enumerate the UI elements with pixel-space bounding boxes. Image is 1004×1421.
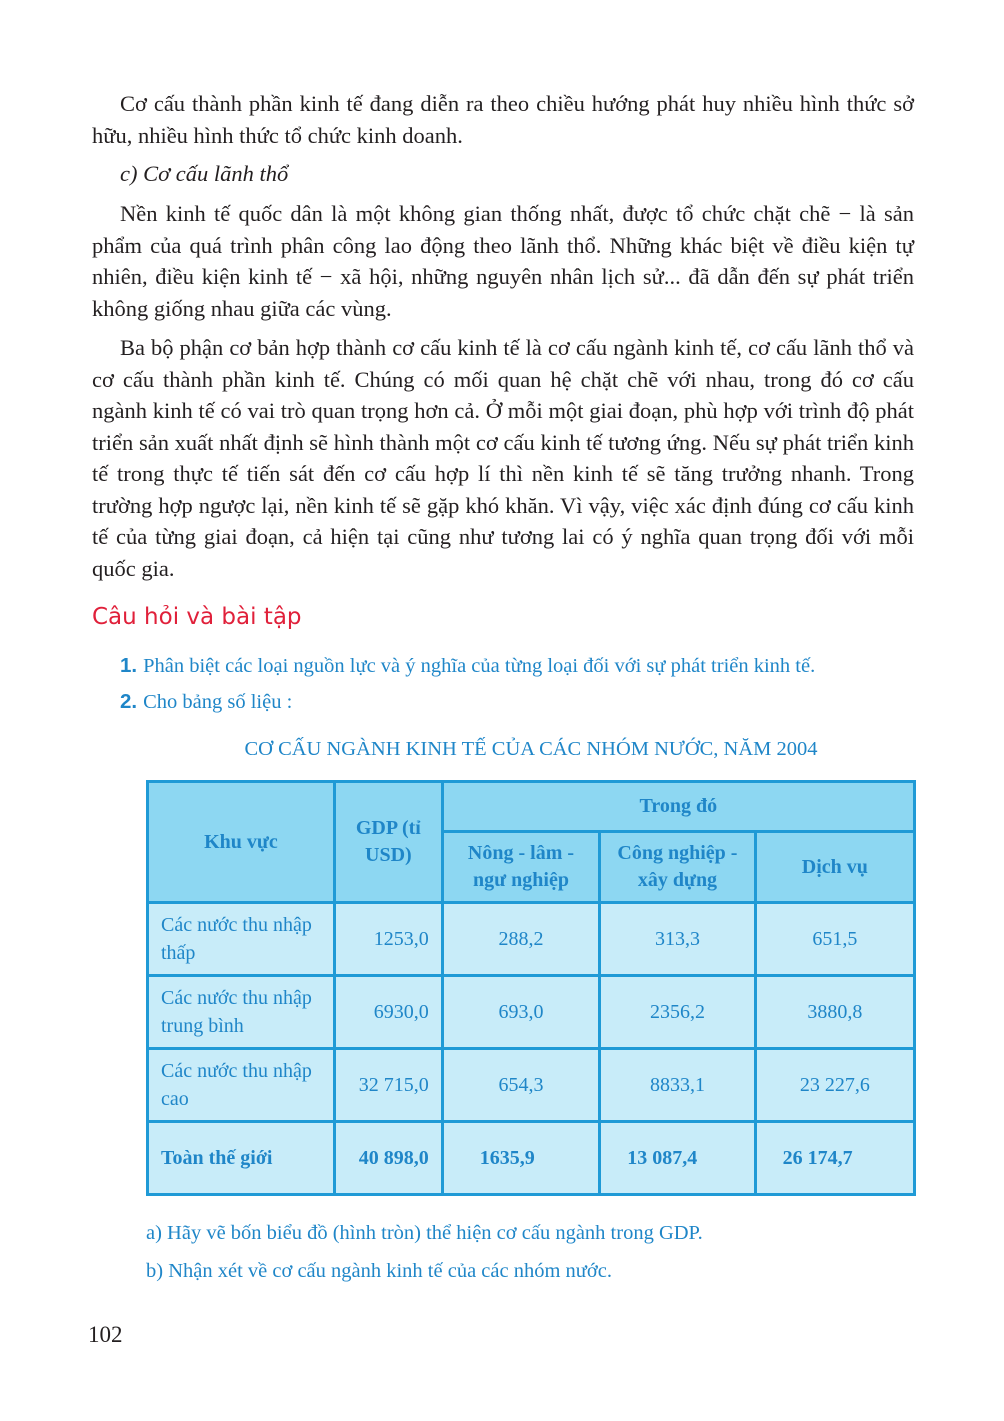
cell-industry-total: 13 087,4	[600, 1122, 755, 1195]
cell-agriculture-total: 1635,9	[442, 1122, 600, 1195]
question-1-number: 1.	[120, 654, 138, 677]
table-row	[148, 903, 915, 976]
cell-agriculture: 654,3	[442, 1049, 600, 1122]
page-number: 102	[88, 1322, 123, 1347]
cell-region: Các nước thu nhập thấp	[148, 903, 335, 976]
paragraph-three-components: Ba bộ phận cơ bản hợp thành cơ cấu kinh tế là cơ cấu ngành kinh tế, cơ cấu lãnh thổ và cơ cấu thành phần kinh tế. Chúng có mối quan hệ chặt chẽ với nhau, trong đó cơ cấu ngành kinh tế có vai trò quan trọng hơn cả. Ở mỗi một giai đoạn, phù hợp với trình độ phát triển sản xuất nhất định sẽ hình thành một cơ cấu kinh tế tương ứng. Nếu sự phát triển kinh tế trong thực tế tiến sát đến cơ cấu hợp lí thì nền kinh tế sẽ tăng trưởng nhanh. Trong trường hợp ngược lại, nền kinh tế sẽ gặp khó khăn. Vì vậy, việc xác định đúng cơ cấu kinh tế của từng giai đoạn, cả hiện tại cũng như tương lai có ý nghĩa quan trọng đối với mỗi quốc gia.	[92, 335, 914, 581]
cell-region: Các nước thu nhập trung bình	[148, 976, 335, 1049]
cell-industry: 313,3	[600, 903, 755, 976]
table-row-total	[148, 1122, 915, 1195]
header-region: Khu vực	[148, 782, 335, 903]
paragraph-economic-sectors: Cơ cấu thành phần kinh tế đang diễn ra theo chiều hướng phát huy nhiều hình thức sở hữu, nhiều hình thức tổ chức kinh doanh.	[92, 91, 914, 148]
cell-agriculture: 693,0	[442, 976, 600, 1049]
task-a: a) Hãy vẽ bốn biểu đồ (hình tròn) thể hiện cơ cấu ngành trong GDP.	[146, 1222, 703, 1244]
cell-gdp-total: 40 898,0	[334, 1122, 442, 1195]
cell-gdp: 1253,0	[334, 903, 442, 976]
header-agriculture: Nông - lâm - ngư nghiệp	[442, 832, 600, 903]
cell-region-total: Toàn thế giới	[148, 1122, 335, 1195]
exercises-heading: Câu hỏi và bài tập	[92, 604, 302, 630]
economic-structure-table	[146, 780, 916, 1196]
section-heading-territorial-structure: c) Cơ cấu lãnh thổ	[120, 161, 289, 186]
cell-industry: 8833,1	[600, 1049, 755, 1122]
paragraph-territorial-structure: Nền kinh tế quốc dân là một không gian thống nhất, được tổ chức chặt chẽ − là sản phẩm của quá trình phân công lao động theo lãnh thổ. Những khác biệt về điều kiện tự nhiên, điều kiện kinh tế − xã hội, những nguyên nhân lịch sử... đã dẫn đến sự phát triển không giống nhau giữa các vùng.	[92, 201, 914, 321]
cell-industry: 2356,2	[600, 976, 755, 1049]
table-row	[148, 976, 915, 1049]
question-2-number: 2.	[120, 690, 138, 713]
table-row	[148, 1049, 915, 1122]
cell-gdp: 6930,0	[334, 976, 442, 1049]
header-gdp: GDP (tỉ USD)	[334, 782, 442, 903]
question-2	[120, 690, 292, 714]
question-1-text: Phân biệt các loại nguồn lực và ý nghĩa của từng loại đối với sự phát triển kinh tế.	[143, 655, 816, 677]
task-b: b) Nhận xét về cơ cấu ngành kinh tế của các nhóm nước.	[146, 1260, 612, 1282]
header-of-which: Trong đó	[442, 782, 914, 832]
header-industry: Công nghiệp - xây dựng	[600, 832, 755, 903]
cell-services: 23 227,6	[755, 1049, 914, 1122]
table-title: CƠ CẤU NGÀNH KINH TẾ CỦA CÁC NHÓM NƯỚC, NĂM 2004	[244, 738, 818, 760]
header-services: Dịch vụ	[755, 832, 914, 903]
cell-gdp: 32 715,0	[334, 1049, 442, 1122]
cell-services-total: 26 174,7	[755, 1122, 914, 1195]
cell-services: 3880,8	[755, 976, 914, 1049]
question-2-text: Cho bảng số liệu :	[143, 691, 293, 713]
cell-region: Các nước thu nhập cao	[148, 1049, 335, 1122]
cell-services: 651,5	[755, 903, 914, 976]
cell-agriculture: 288,2	[442, 903, 600, 976]
question-1	[120, 654, 815, 678]
